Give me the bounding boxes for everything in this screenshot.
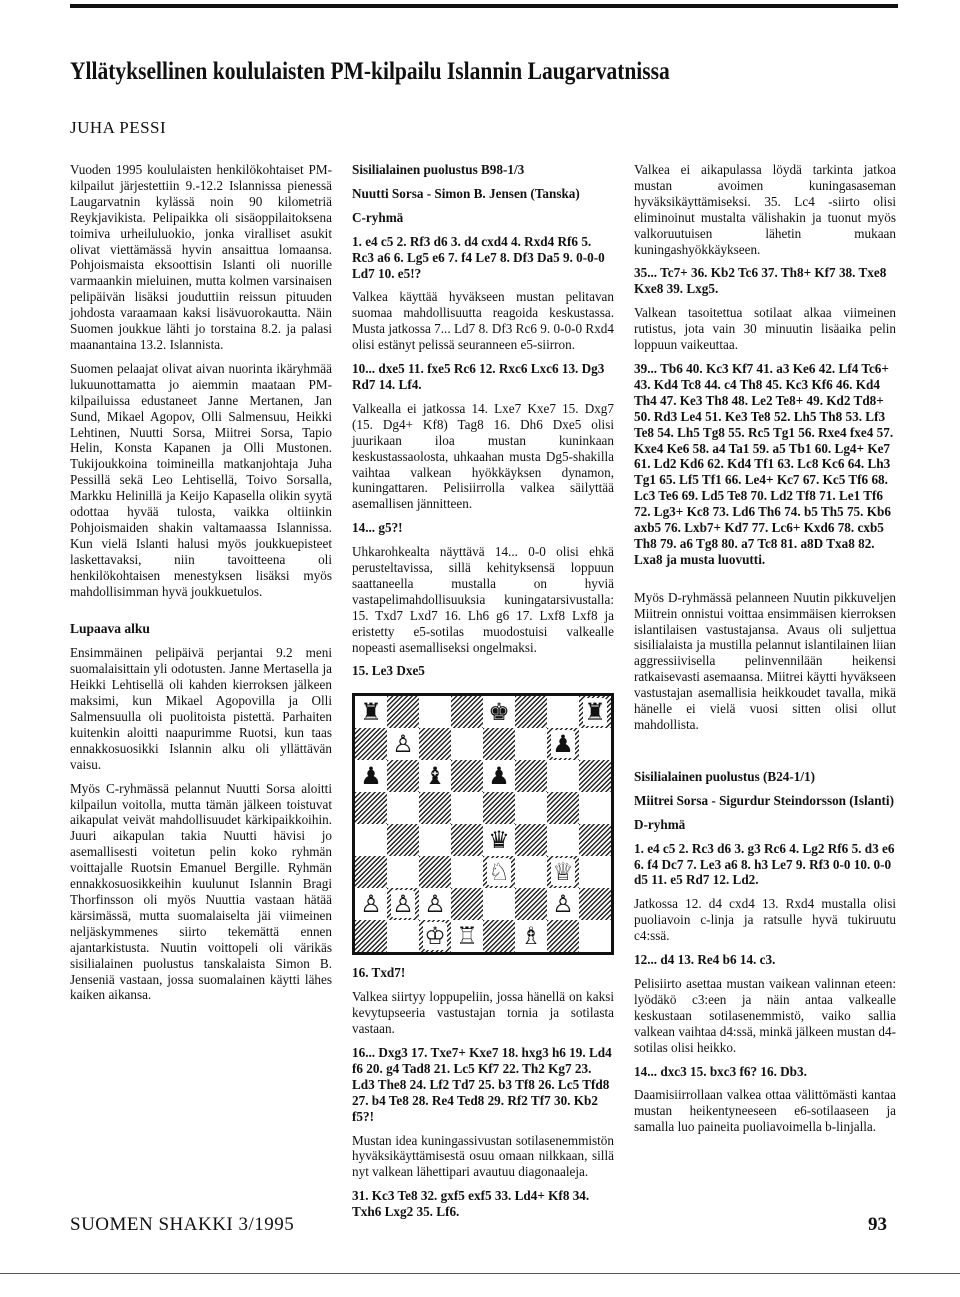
board-square [355,920,387,952]
board-square [515,760,547,792]
magazine-name: SUOMEN SHAKKI 3/1995 [70,1214,295,1235]
board-square [419,696,451,728]
board-square [515,792,547,824]
board-square [483,728,515,760]
board-square [547,888,579,920]
board-square [355,728,387,760]
board-square [547,728,579,760]
article-author: JUHA PESSI [70,118,167,137]
game-moves: 39... Tb6 40. Kc3 Kf7 41. a3 Ke6 42. Lf4 Tc6+ 43. Kd4 Tc8 44. c4 Th8 45. Kc3 Kf6 46. Kd4 Th4 47. Ke3 Th8 48. Le2 Te8+ 49. Kd2 Td8+ 50. Rd3 Le4 51. Ke3 Te8 52. Lh5 Th8 53. Lf3 Te8 54. Lh5 Tg8 55. Rc5 Tg1 56. Rxe4 fxe4 57. Kxe4 Ke6 58. a4 Ta1 59. a5 Tb1 60. Lg4+ Ke7 61. Ld2 Kd6 62. Kd4 Tf1 63. Lc8 Kc6 64. Lh3 Tg1 65. Lf5 Tf1 66. Le4+ Kc7 67. Kc5 Tf6 68. Lc3 Te6 69. Ld5 Te8 70. Ld2 Tf8 71. Le1 Tf6 72. Lg3+ Kc8 73. Ld6 Th6 74. b5 Th5 75. Kb6 axb5 76. Lxb7+ Kd7 77. Lc6+ Kxd6 78. cxb5 Th8 79. a6 Tg8 80. a7 Tc8 81. a8D Txa8 82. Lxa8 ja musta luovutti. [634,360,894,567]
board-square [579,696,611,728]
board-square [451,760,483,792]
annotation: Valkea ei aikapulassa löydä tarkinta jatkoa mustan avoimen kuningasaseman hyväksikäyttämiseksi. 35. Lc4 -siirto olisi eliminoinut mustalta välishakin ja tuonut myös valkoruutuisen lähetin mukaan kuningashyökkäykseen. [634,162,896,257]
game-players: Nuutti Sorsa - Simon B. Jensen (Tanska) [352,185,580,201]
paragraph: Vuoden 1995 koululaisten henkilökohtaiset PM-kilpailut järjestettiin 9.-12.2 Islannissa pienessä Laugarvatnin kylässä noin 90 kilometriä Reykjavikista. Pelipaikka oli sisäoppilaitoksena toimiva urheiluluokio, jonka viralliset asukit olivat viettämässä hyvin ansaittua lomaansa. Pohjoismaista eksoottisin Islanti oli nuorille varmaankin mieluinen, mutta kolmen varsinaisen pelipäivän lisäksi jouduttiin reissun pituuden johdosta varaamaan kaksi lisävuorokautta. Näin Suomen joukkue lähti jo torstaina 8.2. ja palasi maanantaina 13.2. Islannista. [70,162,332,352]
board-square [547,760,579,792]
board-square [419,760,451,792]
black-pawn-icon: ♟ [488,762,510,791]
board-square [515,696,547,728]
white-rook-icon: ♖ [456,922,478,951]
game-moves: 1. e4 c5 2. Rc3 d6 3. g3 Rc6 4. Lg2 Rf6 5. d3 e6 6. f4 Dc7 7. Le3 a6 8. h3 Le7 9. Rf3 0-0 10. 0-0 d5 11. e5 Rd7 12. Ld2. [634,840,895,888]
black-queen-icon: ♛ [488,826,510,855]
white-bishop-icon: ♗ [520,922,542,951]
page-number: 93 [868,1214,887,1235]
board-square [387,920,419,952]
board-square [547,920,579,952]
board-square [451,728,483,760]
board-square [579,824,611,856]
game-group: D-ryhmä [634,816,686,832]
game-moves: 10... dxe5 11. fxe5 Rc6 12. Rxc6 Lxc6 13. Dg3 Rd7 14. Lf4. [352,361,605,392]
annotation: Valkean tasoitettua sotilaat alkaa viimeinen rutistus, jota vain 30 minuutin lisäaika pelin loppuun vaikeuttaa. [634,305,896,353]
board-square [355,696,387,728]
annotation: Daamisiirrollaan valkea ottaa välittömästi kantaa mustan heikentyneeseen e6-sotilaaseen ja samalla luo paineita puoliavoimella b-linjalla. [634,1087,896,1135]
annotation: Mustan idea kuningassivustan sotilasenemmistön hyväksikäyttämisestä osuu omaan nilkkaan, sillä nyt valkean lähettipari avautuu diagonaaleja. [352,1132,614,1180]
board-square [483,888,515,920]
column-1 [70,162,332,1011]
board-square [355,856,387,888]
board-square [579,888,611,920]
black-pawn-icon: ♟ [360,762,382,791]
game-moves: 15. Le3 Dxe5 [352,663,425,679]
paragraph: Suomen pelaajat olivat aivan nuorinta ikäryhmää lukuunottamatta jo aiemmin maataan PM-kilpailuissa edustaneet Janne Mertanen, Jan Sund, Mikael Agopov, Olli Salmensuu, Heikki Lehtinen, Nuutti Sorsa, Miitrei Sorsa, Tapio Helin, Konsta Kapanen ja Olli Mustonen. Tukijoukkoina toimineilla matkanjohtaja Juha Pessillä sekä Leo Lehtisellä, Toivo Sorsalla, Markku Helinillä ja Keijo Kapasella olikin syytä odottaa hyvää tulosta, vaikka oltiinkin Pohjoismaiden shakin valtamaassa Islannissa. Kun vielä Islanti halusi myös joukkuepisteet laskettavaksi, niin tavoitteena oli henkilökohtaisen menestyksen lisäksi myös mahdollisimman hyvä joukkuetulos. [70,360,332,599]
game-group: C-ryhmä [352,209,404,225]
board-square [387,792,419,824]
board-square [483,760,515,792]
game-players: Miitrei Sorsa - Sigurdur Steindorsson (Islanti) [634,792,894,808]
board-square [515,728,547,760]
board-square [387,728,419,760]
game-moves: 31. Kc3 Te8 32. gxf5 exf5 33. Ld4+ Kf8 34. Txh6 Lxg2 35. Lf6. [352,1188,590,1220]
black-pawn-icon: ♟ [552,730,574,759]
white-knight-icon: ♘ [488,858,510,887]
board-square [355,760,387,792]
black-rook-icon: ♜ [360,698,382,727]
board-square [483,920,515,952]
white-pawn-icon: ♙ [360,890,382,919]
board-square [419,824,451,856]
annotation: Valkea käyttää hyväkseen mustan pelitavan suomaa mahdollisuutta reagoida keskustassa. Musta jatkossa 7... Ld7 8. Df3 Rc6 9. 0-0-0 Rxd4 olisi estänyt pelissä seuranneen e5-siirron. [352,289,614,353]
board-square [419,888,451,920]
black-rook-icon: ♜ [584,698,606,727]
board-square [387,824,419,856]
board-square [387,888,419,920]
board-square [515,856,547,888]
game-title: Sisilialainen puolustus (B24-1/1) [634,768,816,784]
white-pawn-icon: ♙ [552,890,574,919]
board-square [579,792,611,824]
board-square [547,696,579,728]
board-square [515,824,547,856]
board-square [483,856,515,888]
board-square [483,696,515,728]
board-square [451,920,483,952]
paragraph: Myös D-ryhmässä pelanneen Nuutin pikkuveljen Miitrein onnistui voittaa ensimmäisen kierroksen islantilaisen vastustajansa. Avaus oli suljettua sisilialaista ja mustilla pelannut islantilainen liian aggressiivisella pelinvennilään heikensi ratkaisevasti asemaansa. Miitrei käytti hyväkseen vastustajan asemallisia heikkoudet tavalla, mikä hänelle ei vielä vuosi sitten olisi ollut mahdollista. [634,589,896,732]
board-square [515,920,547,952]
white-king-icon: ♔ [424,922,446,951]
black-king-icon: ♚ [488,698,510,727]
paragraph: Ensimmäinen pelipäivä perjantai 9.2 meni suomalaisittain yli odotusten. Janne Mertasella ja Heikki Lehtisellä oli kahden kierroksen jälkeen maksimi, kun Mikael Agopovilla ja Olli Salmensuulla oli puolitoista pistettä. Parhaiten kuitenkin aloitti naapurimme Ruotsi, kun taas ennakkosuosikki Islannin alku oli yllättävän vaisu. [70,645,332,772]
article-title: Yllätyksellinen koululaisten PM-kilpailu Islannin Laugarvatnissa [70,58,670,85]
board-square [355,824,387,856]
annotation: Jatkossa 12. d4 cxd4 13. Rxd4 mustalla olisi puoliavoin c-linja ja ratsulle hyvä tukiruutu c4:ssä. [634,896,896,944]
board-square [419,792,451,824]
board-square [483,792,515,824]
annotation: Uhkarohkealta näyttävä 14... 0-0 olisi ehkä perusteltavissa, sillä kehityksensä loppuun saattaneella mustalla on hyviä vastapelimahdollisuuksia kuningatarsivustalla: 15. Txd7 Lxd7 16. Lh6 g6 17. Lxf8 Lxf8 ja eristetty e5-sotilas muodostuisi valkealle nopeasti asemalliseksi ongelmaksi. [352,544,614,655]
board-square [483,824,515,856]
column-2 [352,162,614,1228]
board-square [451,856,483,888]
board-square [547,824,579,856]
top-rule [70,4,898,8]
white-pawn-icon: ♙ [392,730,414,759]
paragraph: Myös C-ryhmässä pelannut Nuutti Sorsa aloitti kilpailun voitolla, mutta tämän jälkeen toistuvat aikapulat veivät mahdollisuudet kärkipaikkoihin. Juuri aikapulan takia Nuutti hävisi jo asemallisesti voitetun pelin koko ryhmän voittajalle Ruotsin Emanuel Bergille. Ryhmän ennakkosuosikkeihin kuulunut Islannin Bragi Thorfinsson oli myös Nuuttia vastaan hätää kärsimässä, mutta suomalaiselta jäi viimeinen neljäskymmenes siirto tekemättä ennen ajantarkistusta. Nuutin voittopeli oli värikäs sisilialainen puolustus tanskalaista Simon B. Jenseniä vastaan, jossa suomalainen käytti lähes kaiken aikansa. [70,780,332,1003]
board-square [387,856,419,888]
white-pawn-icon: ♙ [392,890,414,919]
board-square [451,792,483,824]
board-square [547,856,579,888]
board-square [451,824,483,856]
board-square [419,856,451,888]
board-square [419,920,451,952]
board-square [387,696,419,728]
game-moves: 14... g5?! [352,520,403,536]
black-bishop-icon: ♝ [424,762,446,791]
bottom-rule [0,1273,960,1274]
game-title: Sisilialainen puolustus B98-1/3 [352,162,525,177]
board-square [419,728,451,760]
board-square [579,760,611,792]
annotation: Valkealla ei jatkossa 14. Lxe7 Kxe7 15. Dxg7 (15. Dg4+ Kf8) Tag8 16. Dh6 Dxe5 olisi juurikaan iloa mustan kuninkaan keskustassaolosta, uhkaahan musta Dg5-shakilla vaihtaa valkean hyökkäyksen dynamon, kuningattaren. Pelisiirrolla valkea säilyttää asemallisen jännitteen. [352,400,614,512]
game-moves: 16... Dxg3 17. Txe7+ Kxe7 18. hxg3 h6 19. Ld4 f6 20. g4 Tad8 21. Lc5 Kf7 22. Th2 Kg7 23. Ld3 The8 24. Lf2 Td7 25. b3 Tf8 26. Lc5 Tfd8 27. b4 Te8 28. Re4 Ted8 29. Rf2 Tf7 30. Kb2 f5?! [352,1045,612,1124]
game-moves: 14... dxc3 15. bxc3 f6? 16. Db3. [634,1063,807,1079]
game-moves: 12... d4 13. Re4 b6 14. c3. [634,952,776,968]
game-moves: 16. Txd7! [352,965,406,981]
board-square [579,856,611,888]
board-square [579,920,611,952]
game-moves: 35... Tc7+ 36. Kb2 Tc6 37. Th8+ Kf7 38. Txe8 Kxe8 39. Lxg5. [634,265,887,297]
board-square [451,888,483,920]
board-square [387,760,419,792]
board-square [451,696,483,728]
column-3 [634,162,896,1143]
game-moves: 1. e4 c5 2. Rf3 d6 3. d4 cxd4 4. Rxd4 Rf6 5. Rc3 a6 6. Lg5 e6 7. f4 Le7 8. Df3 Da5 9. 0-0-0 Ld7 10. e5!? [352,233,605,281]
board-square [515,888,547,920]
board-square [355,888,387,920]
chess-diagram [352,693,614,955]
white-pawn-icon: ♙ [424,890,446,919]
white-queen-icon: ♕ [552,858,574,887]
board-square [547,792,579,824]
board-square [355,792,387,824]
annotation: Valkea siirtyy loppupeliin, jossa hänellä on kaksi kevytupseeria vastustajan tornia ja sotilasta vastaan. [352,989,614,1037]
annotation: Pelisiirto asettaa mustan vaikean valinnan eteen: lyödäkö c3:een ja näin antaa valkealle keskustaan sotilasenemmistö, vaiko sallia valkean vaihtaa d4:ssä, minkä jälkeen mustan d4-sotilas olisi heikko. [634,975,896,1055]
board-square [579,728,611,760]
section-heading: Lupaava alku [70,621,150,637]
